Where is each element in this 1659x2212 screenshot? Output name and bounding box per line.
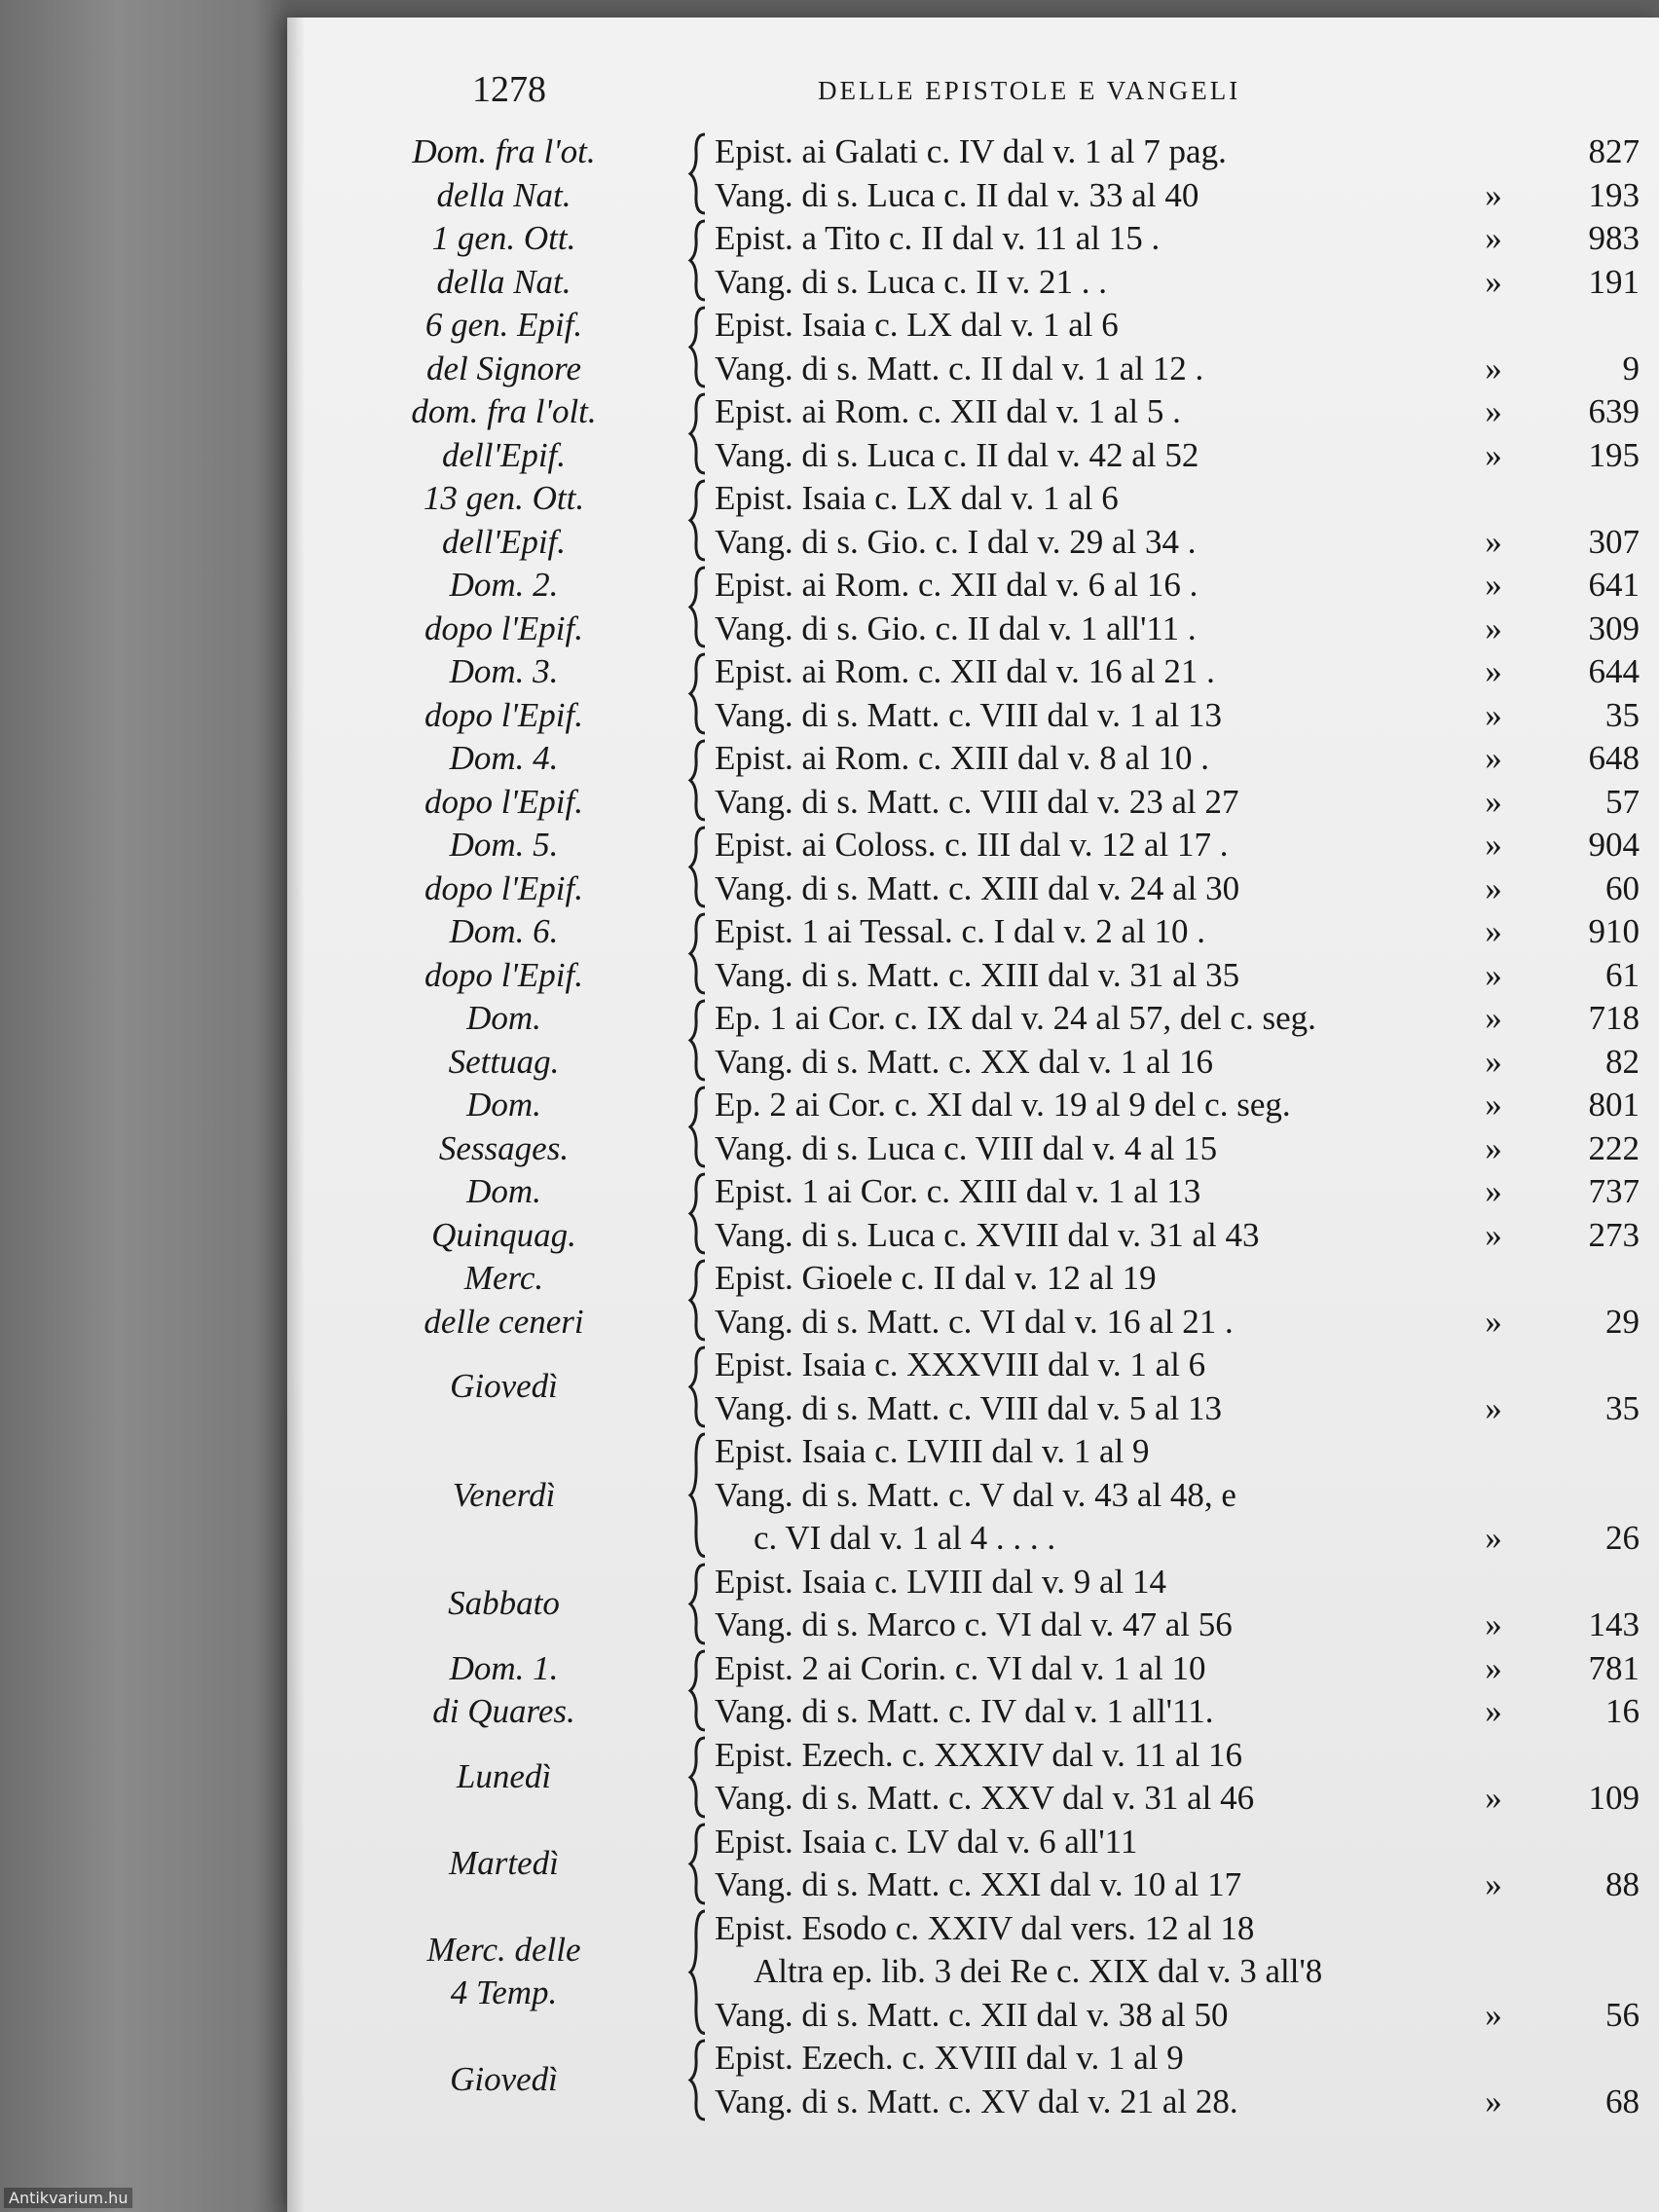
index-entry [287, 1344, 1659, 1430]
page-reference [1513, 1821, 1640, 1864]
ditto-mark [1474, 477, 1513, 521]
ditto-mark: » [1485, 219, 1502, 257]
entry-label-line: dom. fra l'olt. [411, 392, 597, 430]
entry-label-line: Dom. [466, 1172, 541, 1210]
reading-line [715, 390, 1649, 434]
entry-label-line: Dom. [466, 999, 541, 1037]
brace-icon [687, 1084, 709, 1170]
index-entry [287, 1084, 1659, 1170]
reading-text: Vang. di s. Luca c. VIII dal v. 4 al 15 [715, 1128, 1218, 1167]
brace-icon [687, 1170, 709, 1257]
reading-text: Epist. Ezech. c. XXXIV dal v. 11 al 16 [715, 1735, 1243, 1774]
reading-text: Vang. di s. Luca c. II v. 21 . . [715, 262, 1108, 301]
reading-text: Vang. di s. Matt. c. IV dal v. 1 all'11. [715, 1692, 1214, 1730]
brace-icon [687, 650, 709, 737]
reading-line [715, 2037, 1649, 2081]
ditto-mark [1474, 1950, 1513, 1994]
reading-line [715, 1474, 1649, 1518]
reading-text: Ep. 2 ai Cor. c. XI dal v. 19 al 9 del c. seg. [715, 1086, 1291, 1124]
entry-label [287, 564, 682, 650]
entry-label [287, 1561, 682, 1647]
entry-label-line: dopo l'Epif. [424, 782, 584, 821]
entry-label-line: Sessages. [438, 1128, 570, 1167]
ditto-mark [1474, 1257, 1513, 1301]
reading-line [715, 997, 1649, 1041]
reading-line [715, 1301, 1649, 1345]
index-entry [287, 824, 1659, 910]
page-reference [1513, 1950, 1640, 1994]
entry-label [287, 1344, 682, 1430]
entry-label [287, 304, 682, 390]
page-number: 1278 [472, 69, 546, 110]
reading-text: Vang. di s. Matt. c. VIII dal v. 1 al 13 [715, 695, 1223, 734]
ditto-mark: » [1485, 1086, 1502, 1124]
entry-label-line: Giovedì [450, 1367, 558, 1406]
page-reference: 88 [1605, 1865, 1640, 1903]
entry-label-line: dopo l'Epif. [424, 868, 584, 907]
index-entry [287, 1821, 1659, 1907]
brace-icon [687, 997, 709, 1084]
brace-icon [687, 1907, 709, 2038]
ditto-mark [1474, 2037, 1513, 2081]
reading-line [715, 261, 1649, 305]
reading-line [715, 824, 1649, 867]
page-reference [1513, 1734, 1640, 1778]
page-reference: 718 [1588, 999, 1640, 1037]
reading-text: c. VI dal v. 1 al 4 . . . . [754, 1519, 1056, 1557]
reading-line [715, 217, 1649, 261]
entry-label [287, 1734, 682, 1821]
ditto-mark: » [1485, 262, 1502, 301]
index-entry [287, 1170, 1659, 1257]
ditto-mark: » [1485, 1388, 1502, 1427]
reading-text: Vang. di s. Matt. c. VIII dal v. 5 al 13 [715, 1388, 1223, 1427]
entry-label [287, 1257, 682, 1344]
ditto-mark: » [1485, 608, 1502, 647]
reading-line [715, 1690, 1649, 1734]
ditto-mark: » [1485, 392, 1502, 430]
entry-label-line: della Nat. [436, 262, 571, 301]
reading-line [715, 1821, 1649, 1864]
page-reference: 29 [1605, 1302, 1640, 1341]
brace-icon [687, 824, 709, 910]
brace-icon [687, 1430, 709, 1561]
ditto-mark: » [1485, 566, 1502, 604]
reading-line [715, 304, 1649, 348]
entry-label-line: della Nat. [436, 175, 571, 214]
brace-icon [687, 1561, 709, 1647]
ditto-mark: » [1485, 1779, 1502, 1817]
ditto-mark: » [1485, 522, 1502, 561]
reading-line [715, 1214, 1649, 1258]
reading-line [715, 1517, 1649, 1561]
reading-line [715, 650, 1649, 694]
index-entry [287, 1647, 1659, 1734]
entry-label-line: del Signore [425, 349, 582, 387]
index-entry [287, 1430, 1659, 1561]
ditto-mark: » [1485, 1692, 1502, 1730]
entry-label [287, 1084, 682, 1170]
ditto-mark: » [1485, 175, 1502, 214]
page-reference [1513, 1344, 1640, 1387]
brace-icon [687, 304, 709, 390]
index-entry [287, 1907, 1659, 2038]
ditto-mark [1474, 1821, 1513, 1864]
entry-label-line: delle ceneri [424, 1302, 584, 1341]
reading-text: Epist. ai Rom. c. XII dal v. 6 al 16 . [715, 566, 1198, 604]
index-entry [287, 910, 1659, 997]
reading-text: Epist. 2 ai Corin. c. VI dal v. 1 al 10 [715, 1648, 1206, 1687]
reading-text: Vang. di s. Matt. c. XII dal v. 38 al 50 [715, 1995, 1229, 2034]
reading-text: Epist. Isaia c. LVIII dal v. 9 al 14 [715, 1562, 1166, 1601]
entry-label [287, 737, 682, 824]
page-reference [1513, 1561, 1640, 1604]
ditto-mark: » [1485, 1172, 1502, 1210]
reading-text: Epist. Isaia c. LX dal v. 1 al 6 [715, 479, 1119, 517]
brace-icon [687, 1647, 709, 1734]
page-reference: 26 [1605, 1519, 1640, 1557]
entry-label-line: dopo l'Epif. [424, 608, 584, 647]
index-entry [287, 217, 1659, 304]
ditto-mark: » [1485, 955, 1502, 994]
reading-line [715, 737, 1649, 781]
page-reference [1513, 1257, 1640, 1301]
entry-label-line: Merc. [463, 1259, 544, 1297]
entry-label-line: Dom. 2. [449, 566, 559, 604]
reading-text: Vang. di s. Matt. c. XV dal v. 21 al 28. [715, 2082, 1238, 2120]
page-reference: 639 [1588, 392, 1640, 430]
entry-label-line: Dom. fra l'ot. [412, 132, 596, 170]
entry-label-line: Dom. 6. [449, 912, 559, 950]
reading-line [715, 954, 1649, 998]
ditto-mark: » [1485, 912, 1502, 950]
reading-text: Vang. di s. Matt. c. XX dal v. 1 al 16 [715, 1042, 1213, 1081]
reading-text: Vang. di s. Matt. c. V dal v. 43 al 48, e [715, 1475, 1236, 1514]
page-reference: 195 [1588, 435, 1640, 474]
entry-label [287, 1821, 682, 1907]
reading-line [715, 1994, 1649, 2038]
reading-line [715, 1604, 1649, 1647]
reading-line [715, 1561, 1649, 1604]
page-reference: 109 [1588, 1779, 1640, 1817]
entry-label-line: Giovedì [450, 2060, 558, 2099]
reading-text: Epist. ai Rom. c. XIII dal v. 8 al 10 . [715, 739, 1210, 777]
reading-text: Vang. di s. Matt. c. XIII dal v. 24 al 30 [715, 868, 1240, 907]
reading-line [715, 1344, 1649, 1387]
page-reference: 781 [1588, 1648, 1640, 1687]
page-reference: 82 [1605, 1042, 1640, 1081]
reading-text: Epist. Isaia c. XXXVIII dal v. 1 al 6 [715, 1346, 1206, 1383]
index-entry [287, 1561, 1659, 1647]
reading-line [715, 867, 1649, 911]
entry-label [287, 824, 682, 910]
reading-line [715, 1863, 1649, 1907]
reading-text: Vang. di s. Marco c. VI dal v. 47 al 56 [715, 1605, 1233, 1643]
index-entry [287, 650, 1659, 737]
ditto-mark: » [1485, 1865, 1502, 1903]
ditto-mark [1474, 1474, 1513, 1518]
entry-label-line: dell'Epif. [441, 435, 567, 474]
page-reference: 273 [1588, 1215, 1640, 1254]
page-reference: 910 [1588, 912, 1640, 950]
reading-text: Epist. ai Rom. c. XII dal v. 1 al 5 . [715, 392, 1181, 430]
ditto-mark [1474, 130, 1513, 174]
reading-text: Epist. Ezech. c. XVIII dal v. 1 al 9 [715, 2039, 1184, 2077]
entry-label [287, 1647, 682, 1734]
reading-text: Vang. di s. Luca c. XVIII dal v. 31 al 43 [715, 1215, 1260, 1254]
index-entry [287, 130, 1659, 217]
ditto-mark: » [1485, 2082, 1502, 2120]
ditto-mark: » [1485, 1302, 1502, 1341]
brace-icon [687, 390, 709, 477]
reading-text: Vang. di s. Matt. c. II dal v. 1 al 12 . [715, 349, 1204, 387]
entry-label [287, 997, 682, 1084]
page-reference: 35 [1605, 1388, 1640, 1427]
reading-text: Vang. di s. Luca c. II dal v. 42 al 52 [715, 435, 1199, 474]
index-entry [287, 564, 1659, 650]
reading-text: Vang. di s. Matt. c. XXI dal v. 10 al 17 [715, 1865, 1242, 1903]
reading-text: Ep. 1 ai Cor. c. IX dal v. 24 al 57, del c. seg. [715, 999, 1316, 1037]
reading-line [715, 348, 1649, 391]
index-entry [287, 1734, 1659, 1821]
reading-line [715, 1950, 1649, 1994]
ditto-mark: » [1485, 868, 1502, 907]
reading-line [715, 130, 1649, 174]
brace-icon [687, 2037, 709, 2123]
entry-label-line: Quinquag. [431, 1215, 576, 1254]
page-reference [1513, 2037, 1640, 2081]
reading-text: Altra ep. lib. 3 dei Re c. XIX dal v. 3 all'8 [754, 1952, 1323, 1990]
page-reference: 648 [1588, 739, 1640, 777]
reading-text: Epist. ai Galati c. IV dal v. 1 al 7 pag. [715, 132, 1227, 170]
reading-text: Epist. Isaia c. LX dal v. 1 al 6 [715, 306, 1119, 344]
entry-label-line: Dom. [466, 1086, 541, 1124]
ditto-mark: » [1485, 1215, 1502, 1254]
page-reference: 737 [1588, 1172, 1640, 1210]
entry-label-line: 6 gen. Epif. [424, 306, 583, 344]
entry-label [287, 217, 682, 304]
page-reference: 68 [1605, 2082, 1640, 2120]
page-reference: 143 [1588, 1605, 1640, 1643]
entry-label-line: 1 gen. Ott. [431, 219, 576, 257]
entry-label-line: Dom. 4. [449, 739, 559, 777]
reading-line [715, 1734, 1649, 1778]
entry-label-line: Dom. 1. [449, 1648, 559, 1687]
brace-icon [687, 130, 709, 217]
entry-label-line: Settuag. [448, 1042, 560, 1081]
page-reference: 222 [1588, 1128, 1640, 1167]
reading-text: Epist. Gioele c. II dal v. 12 al 19 [715, 1259, 1157, 1297]
reading-line [715, 521, 1649, 565]
ditto-mark: » [1485, 826, 1502, 864]
reading-text: Epist. 1 ai Tessal. c. I dal v. 2 al 10 . [715, 912, 1205, 950]
entry-label [287, 2037, 682, 2123]
ditto-mark: » [1485, 999, 1502, 1037]
book-page [287, 18, 1659, 2212]
reading-text: Vang. di s. Gio. c. I dal v. 29 al 34 . [715, 522, 1197, 561]
reading-text: Epist. ai Rom. c. XII dal v. 16 al 21 . [715, 652, 1215, 690]
brace-icon [687, 1821, 709, 1907]
ditto-mark: » [1485, 1519, 1502, 1557]
ditto-mark: » [1485, 695, 1502, 734]
entry-label-line: dell'Epif. [441, 522, 567, 561]
reading-line [715, 1084, 1649, 1127]
entry-label [287, 130, 682, 217]
entry-label-line: Sabbato [448, 1583, 560, 1622]
index-entry [287, 1257, 1659, 1344]
page-reference: 9 [1622, 349, 1640, 387]
reading-line [715, 1647, 1649, 1691]
entry-label [287, 650, 682, 737]
page-reference: 644 [1588, 652, 1640, 690]
reading-text: Vang. di s. Luca c. II dal v. 33 al 40 [715, 175, 1199, 214]
reading-line [715, 1127, 1649, 1171]
page-reference: 16 [1605, 1692, 1640, 1730]
page-reference: 904 [1588, 826, 1640, 864]
reading-text: Vang. di s. Matt. c. XIII dal v. 31 al 35 [715, 955, 1240, 994]
page-reference: 309 [1588, 608, 1640, 647]
ditto-mark: » [1485, 652, 1502, 690]
entry-label-line: Venerdì [452, 1475, 556, 1514]
reading-line [715, 434, 1649, 478]
page-reference: 307 [1588, 522, 1640, 561]
reading-text: Vang. di s. Matt. c. VI dal v. 16 al 21 . [715, 1302, 1234, 1341]
entry-label [287, 1430, 682, 1561]
ditto-mark: » [1485, 1605, 1502, 1643]
reading-text: Epist. Esodo c. XXIV dal vers. 12 al 18 [715, 1908, 1255, 1947]
ditto-mark: » [1485, 435, 1502, 474]
readings-index [287, 130, 1659, 2123]
reading-text: Epist. Isaia c. LV dal v. 6 all'11 [715, 1822, 1138, 1861]
page-reference: 61 [1605, 955, 1640, 994]
entry-label [287, 390, 682, 477]
ditto-mark: » [1485, 1995, 1502, 2034]
page-reference: 35 [1605, 695, 1640, 734]
page-reference [1513, 1430, 1640, 1474]
page-reference: 641 [1588, 566, 1640, 604]
ditto-mark: » [1485, 349, 1502, 387]
ditto-mark [1474, 1734, 1513, 1778]
reading-text: Epist. Isaia c. LVIII dal v. 1 al 9 [715, 1432, 1150, 1470]
entry-label-line: Merc. delle [426, 1930, 581, 1969]
entry-label-line: 13 gen. Ott. [423, 479, 585, 517]
reading-line [715, 694, 1649, 738]
ditto-mark [1474, 1430, 1513, 1474]
page-reference [1513, 477, 1640, 521]
brace-icon [687, 1257, 709, 1344]
index-entry [287, 390, 1659, 477]
running-title: DELLE EPISTOLE E VANGELI [818, 76, 1241, 105]
reading-line [715, 1170, 1649, 1214]
reading-text: Vang. di s. Matt. c. VIII dal v. 23 al 27 [715, 782, 1239, 821]
ditto-mark: » [1485, 739, 1502, 777]
brace-icon [687, 910, 709, 997]
reading-text: Vang. di s. Gio. c. II dal v. 1 all'11 . [715, 608, 1197, 647]
page-reference: 191 [1588, 262, 1640, 301]
entry-label [287, 1170, 682, 1257]
entry-label-line: Dom. 5. [449, 826, 559, 864]
ditto-mark: » [1485, 782, 1502, 821]
brace-icon [687, 477, 709, 564]
reading-line [715, 1777, 1649, 1821]
reading-line [715, 2081, 1649, 2124]
entry-label [287, 477, 682, 564]
reading-line [715, 1041, 1649, 1085]
page-reference: 983 [1588, 219, 1640, 257]
reading-line [715, 564, 1649, 608]
reading-line [715, 910, 1649, 954]
brace-icon [687, 1734, 709, 1821]
reading-text: Vang. di s. Matt. c. XXV dal v. 31 al 46 [715, 1779, 1255, 1817]
entry-label-line: dopo l'Epif. [424, 695, 584, 734]
page-reference: 193 [1588, 175, 1640, 214]
entry-label [287, 910, 682, 997]
reading-line [715, 477, 1649, 521]
reading-line [715, 1257, 1649, 1301]
page-reference: 56 [1605, 1995, 1640, 2034]
brace-icon [687, 564, 709, 650]
page-reference [1513, 304, 1640, 348]
page-reference: 60 [1605, 868, 1640, 907]
reading-line [715, 1907, 1649, 1951]
reading-line [715, 1387, 1649, 1431]
entry-label [287, 1907, 682, 2038]
page-reference: 801 [1588, 1086, 1640, 1124]
brace-icon [687, 1344, 709, 1430]
reading-line [715, 174, 1649, 218]
ditto-mark [1474, 1907, 1513, 1951]
index-entry [287, 477, 1659, 564]
entry-label-line: Lunedì [456, 1756, 552, 1795]
entry-label-line: dopo l'Epif. [424, 955, 584, 994]
watermark: Antikvarium.hu [4, 2188, 132, 2208]
ditto-mark: » [1485, 1648, 1502, 1687]
reading-line [715, 1430, 1649, 1474]
ditto-mark [1474, 1561, 1513, 1604]
page-reference [1513, 1474, 1640, 1518]
ditto-mark: » [1485, 1042, 1502, 1081]
ditto-mark [1474, 1344, 1513, 1387]
index-entry [287, 997, 1659, 1084]
reading-line [715, 608, 1649, 651]
ditto-mark [1474, 304, 1513, 348]
entry-label-line: di Quares. [432, 1692, 575, 1730]
entry-label-line: 4 Temp. [450, 1973, 558, 2012]
entry-label-line: Martedì [449, 1843, 559, 1882]
reading-text: Epist. 1 ai Cor. c. XIII dal v. 1 al 13 [715, 1172, 1201, 1210]
reading-text: Epist. ai Coloss. c. III dal v. 12 al 17 . [715, 826, 1229, 864]
page-reference: 57 [1605, 782, 1640, 821]
page-reference [1513, 1907, 1640, 1951]
index-entry [287, 304, 1659, 390]
entry-label-line: Dom. 3. [449, 652, 559, 690]
reading-line [715, 781, 1649, 825]
page-reference: 827 [1588, 132, 1640, 170]
ditto-mark: » [1485, 1128, 1502, 1167]
index-entry [287, 2037, 1659, 2123]
brace-icon [687, 217, 709, 304]
reading-text: Epist. a Tito c. II dal v. 11 al 15 . [715, 219, 1161, 257]
brace-icon [687, 737, 709, 824]
index-entry [287, 737, 1659, 824]
